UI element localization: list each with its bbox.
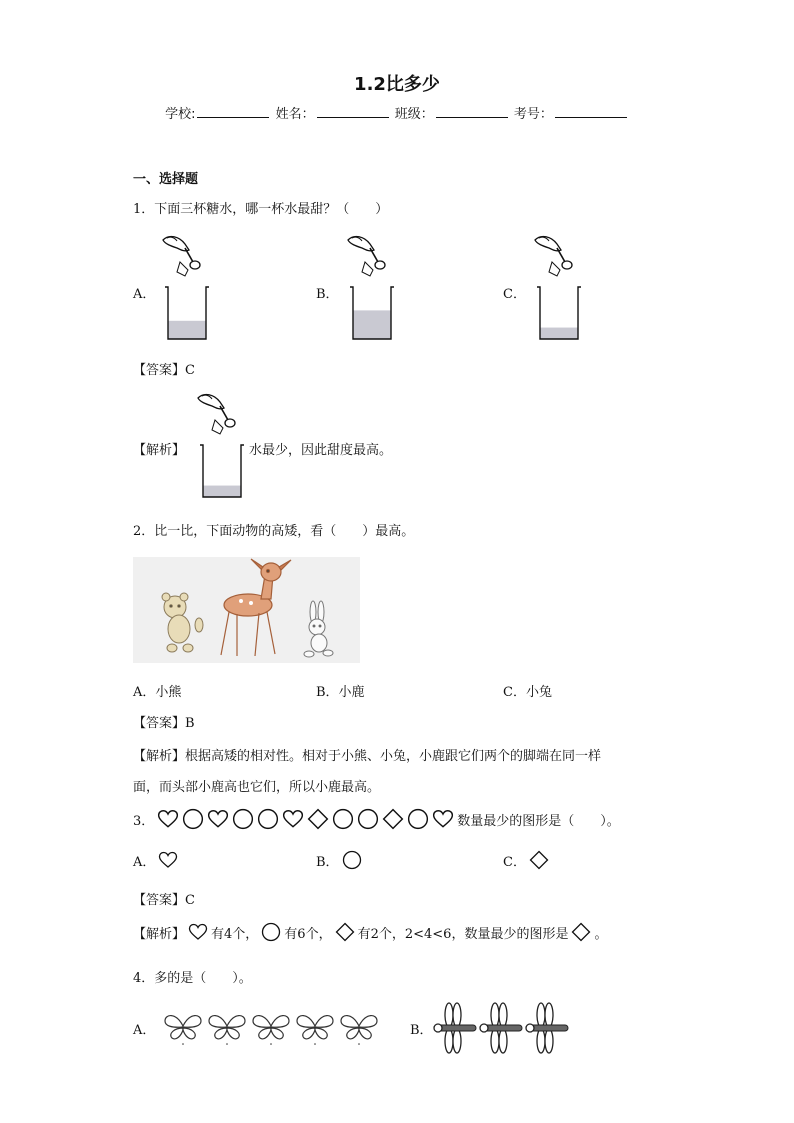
q3-analysis-part1: 有4个，: [211, 926, 259, 942]
q3-analysis-end: 。: [594, 926, 608, 942]
q4-option-b-illustration: [432, 1002, 570, 1054]
butterfly-icon: [338, 1006, 380, 1048]
heart-icon: [188, 922, 208, 942]
q3-option-b: [316, 850, 362, 870]
q4-option-a-illustration: [162, 1006, 380, 1048]
q3-option-a: [133, 850, 178, 870]
q1-option-c-label: C．: [503, 287, 526, 302]
q2-analysis-line1: 【解析】根据高矮的相对性。相对于小熊、小兔，小鹿跟它们两个的脚端在同一样: [133, 749, 602, 764]
q3-option-c: [503, 850, 549, 870]
animals-illustration: [133, 557, 360, 663]
name-label: 姓名：: [275, 107, 315, 122]
name-blank: [317, 105, 389, 118]
q3-option-c-label: C．: [503, 854, 526, 870]
circle-icon: [407, 808, 429, 830]
heart-icon: [158, 850, 178, 870]
shape-sequence: [157, 808, 454, 830]
q1-analysis-label: 【解析】: [133, 443, 186, 458]
class-label: 班级：: [394, 107, 434, 122]
q3-answer: 【答案】C: [133, 893, 195, 908]
school-blank: [197, 105, 269, 118]
q2-answer: 【答案】B: [133, 716, 195, 731]
q4-option-b-label: B．: [410, 1023, 433, 1038]
circle-icon: [357, 808, 379, 830]
diamond-icon: [529, 850, 549, 870]
heart-icon: [207, 808, 229, 830]
q1-option-b-label: B．: [316, 287, 339, 302]
circle-icon: [257, 808, 279, 830]
heart-icon: [432, 808, 454, 830]
q3-stem-tail: 数量最少的图形是（ ）。: [457, 813, 620, 829]
class-blank: [436, 105, 508, 118]
beaker-a-illustration: [155, 232, 215, 342]
dragonfly-icon: [524, 1002, 570, 1054]
q4-option-a-label: A．: [133, 1023, 156, 1038]
exam-number-label: 考号：: [513, 107, 553, 122]
school-label: 学校:: [165, 107, 196, 122]
circle-icon: [232, 808, 254, 830]
page-title: 1.2比多少: [354, 74, 440, 95]
butterfly-icon: [294, 1006, 336, 1048]
q3-number: 3．: [133, 813, 155, 829]
diamond-icon: [382, 808, 404, 830]
q3-analysis-part2: 有6个，: [284, 926, 332, 942]
diamond-icon: [307, 808, 329, 830]
section-title: 一、选择题: [133, 172, 199, 187]
q3-analysis-label: 【解析】: [133, 926, 186, 942]
q1-option-a-label: A．: [133, 287, 156, 302]
beaker-b-illustration: [340, 232, 400, 342]
diamond-icon: [335, 922, 355, 942]
beaker-c-illustration: [527, 232, 587, 342]
q2-option-c: C．小兔: [503, 685, 552, 700]
circle-icon: [261, 922, 281, 942]
dragonfly-icon: [432, 1002, 478, 1054]
q1-stem: 1．下面三杯糖水，哪一杯水最甜？（ ）: [133, 202, 389, 217]
butterfly-icon: [162, 1006, 204, 1048]
q1-analysis-text: 水最少，因此甜度最高。: [249, 443, 393, 458]
butterfly-icon: [206, 1006, 248, 1048]
q4-stem: 4．多的是（ ）。: [133, 971, 252, 986]
q3-stem: [133, 808, 620, 830]
butterfly-icon: [250, 1006, 292, 1048]
heart-icon: [282, 808, 304, 830]
q3-option-a-label: A．: [133, 854, 156, 870]
exam-number-blank: [555, 105, 627, 118]
q2-option-b: B．小鹿: [316, 685, 365, 700]
heart-icon: [157, 808, 179, 830]
q2-stem: 2．比一比，下面动物的高矮，看（ ）最高。: [133, 524, 415, 539]
q2-option-a: A．小熊: [133, 685, 182, 700]
dragonfly-icon: [478, 1002, 524, 1054]
q3-analysis: [133, 922, 607, 942]
q3-option-b-label: B．: [316, 854, 339, 870]
diamond-icon: [571, 922, 591, 942]
student-info-line: [0, 103, 794, 122]
circle-icon: [342, 850, 362, 870]
beaker-analysis-illustration: [190, 390, 250, 500]
q3-analysis-part3: 有2个，2<4<6，数量最少的图形是: [357, 926, 569, 942]
q1-answer: 【答案】C: [133, 363, 195, 378]
circle-icon: [182, 808, 204, 830]
q2-analysis-line2: 面，而头部小鹿高也它们，所以小鹿最高。: [133, 780, 381, 795]
circle-icon: [332, 808, 354, 830]
